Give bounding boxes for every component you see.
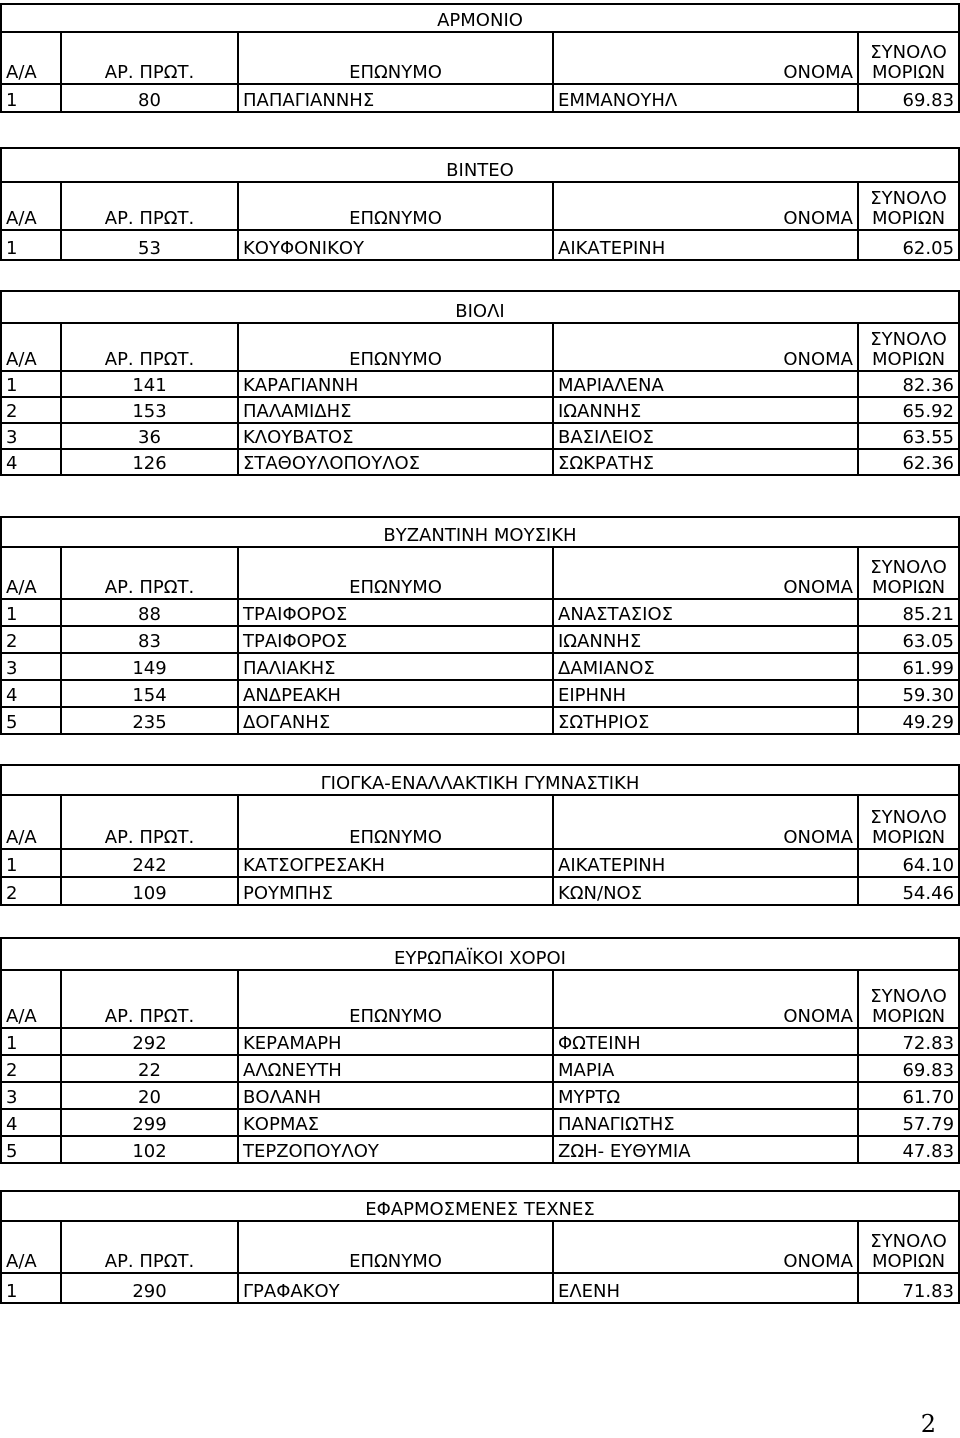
row-surname: ΤΡΑΙΦΟΡΟΣ [238, 599, 553, 626]
column-header-protocol: ΑΡ. ΠΡΩΤ. [61, 32, 238, 84]
table-header-row [1, 795, 959, 849]
result-section-3 [0, 290, 960, 476]
row-total-points: 49.29 [858, 707, 959, 734]
row-total-points: 69.83 [858, 84, 959, 112]
table-row [1, 423, 959, 449]
row-name: ΕΜΜΑΝΟΥΗΛ [553, 84, 858, 112]
row-protocol-number: 80 [61, 84, 238, 112]
row-total-points: 61.70 [858, 1082, 959, 1109]
row-name: ΣΩΤΗΡΙΟΣ [553, 707, 858, 734]
row-index: 4 [1, 449, 61, 475]
column-header-name: ΟΝΟΜΑ [553, 970, 858, 1028]
row-surname: ΤΡΑΙΦΟΡΟΣ [238, 626, 553, 653]
row-index: 3 [1, 423, 61, 449]
row-surname: ΚΑΤΣΟΓΡΕΣΑΚΗ [238, 849, 553, 877]
row-surname: ΣΤΑΘΟΥΛΟΠΟΥΛΟΣ [238, 449, 553, 475]
row-surname: ΡΟΥΜΠΗΣ [238, 877, 553, 905]
table-title-row [1, 148, 959, 182]
row-total-points: 69.83 [858, 1055, 959, 1082]
table-row [1, 449, 959, 475]
row-protocol-number: 153 [61, 397, 238, 423]
column-header-aa: Α/Α [1, 182, 61, 230]
column-header-aa: Α/Α [1, 323, 61, 371]
row-surname: ΚΟΥΦΟΝΙΚΟΥ [238, 230, 553, 260]
row-surname: ΔΟΓΑΝΗΣ [238, 707, 553, 734]
table-row [1, 653, 959, 680]
row-surname: ΠΑΛΙΑΚΗΣ [238, 653, 553, 680]
column-header-total-line2: ΜΟΡΙΩΝ [871, 577, 946, 598]
row-total-points: 82.36 [858, 371, 959, 397]
table-row [1, 84, 959, 112]
row-surname: ΤΕΡΖΟΠΟΥΛΟΥ [238, 1136, 553, 1163]
row-protocol-number: 292 [61, 1028, 238, 1055]
row-protocol-number: 126 [61, 449, 238, 475]
row-index: 4 [1, 680, 61, 707]
row-surname: ΒΟΛΑΝΗ [238, 1082, 553, 1109]
table-row [1, 1028, 959, 1055]
column-header-aa: Α/Α [1, 32, 61, 84]
row-name: ΑΝΑΣΤΑΣΙΟΣ [553, 599, 858, 626]
row-name: ΕΛΕΝΗ [553, 1273, 858, 1303]
row-protocol-number: 102 [61, 1136, 238, 1163]
column-header-total-points [858, 547, 959, 599]
row-surname: ΠΑΛΑΜΙΔΗΣ [238, 397, 553, 423]
table-title-row [1, 291, 959, 323]
row-total-points: 63.05 [858, 626, 959, 653]
column-header-total-points [858, 323, 959, 371]
table-header-row [1, 970, 959, 1028]
row-index: 2 [1, 1055, 61, 1082]
table-row [1, 849, 959, 877]
table-header-row [1, 323, 959, 371]
row-total-points: 63.55 [858, 423, 959, 449]
column-header-surname: ΕΠΩΝΥΜΟ [238, 1221, 553, 1273]
section-title: ΒΙΟΛΙ [1, 291, 959, 323]
results-table [0, 937, 960, 1164]
column-header-protocol: ΑΡ. ΠΡΩΤ. [61, 323, 238, 371]
result-section-4 [0, 516, 960, 735]
row-surname: ΑΝΔΡΕΑΚΗ [238, 680, 553, 707]
column-header-protocol: ΑΡ. ΠΡΩΤ. [61, 547, 238, 599]
column-header-total-line2: ΜΟΡΙΩΝ [871, 1006, 946, 1027]
row-index: 1 [1, 230, 61, 260]
results-table [0, 1190, 960, 1304]
table-header-row [1, 547, 959, 599]
column-header-protocol: ΑΡ. ΠΡΩΤ. [61, 182, 238, 230]
row-surname: ΚΕΡΑΜΑΡΗ [238, 1028, 553, 1055]
row-total-points: 57.79 [858, 1109, 959, 1136]
column-header-surname: ΕΠΩΝΥΜΟ [238, 32, 553, 84]
row-index: 3 [1, 1082, 61, 1109]
row-protocol-number: 149 [61, 653, 238, 680]
column-header-aa: Α/Α [1, 547, 61, 599]
table-title-row [1, 1191, 959, 1221]
row-protocol-number: 109 [61, 877, 238, 905]
row-total-points: 59.30 [858, 680, 959, 707]
row-name: ΔΑΜΙΑΝΟΣ [553, 653, 858, 680]
results-table [0, 147, 960, 261]
column-header-total-line2: ΜΟΡΙΩΝ [871, 349, 946, 370]
row-index: 1 [1, 371, 61, 397]
row-name: ΜΥΡΤΩ [553, 1082, 858, 1109]
column-header-total-line1: ΣΥΝΟΛΟ [870, 42, 947, 63]
column-header-total-points [858, 182, 959, 230]
table-row [1, 1136, 959, 1163]
column-header-total-points [858, 1221, 959, 1273]
row-name: ΑΙΚΑΤΕΡΙΝΗ [553, 230, 858, 260]
row-surname: ΠΑΠΑΓΙΑΝΝΗΣ [238, 84, 553, 112]
row-total-points: 47.83 [858, 1136, 959, 1163]
column-header-name: ΟΝΟΜΑ [553, 323, 858, 371]
column-header-total-points [858, 795, 959, 849]
row-index: 5 [1, 707, 61, 734]
column-header-total-line2: ΜΟΡΙΩΝ [871, 827, 946, 848]
column-header-total-line1: ΣΥΝΟΛΟ [870, 329, 947, 350]
section-title: ΓΙΟΓΚΑ-ΕΝΑΛΛΑΚΤΙΚΗ ΓΥΜΝΑΣΤΙΚΗ [1, 765, 959, 795]
table-row [1, 707, 959, 734]
column-header-protocol: ΑΡ. ΠΡΩΤ. [61, 1221, 238, 1273]
row-total-points: 85.21 [858, 599, 959, 626]
row-index: 5 [1, 1136, 61, 1163]
table-row [1, 877, 959, 905]
column-header-name: ΟΝΟΜΑ [553, 32, 858, 84]
row-total-points: 65.92 [858, 397, 959, 423]
row-name: ΜΑΡΙΑΛΕΝΑ [553, 371, 858, 397]
section-title: ΑΡΜΟΝΙΟ [1, 4, 959, 32]
row-index: 1 [1, 849, 61, 877]
result-section-1 [0, 3, 960, 113]
table-row [1, 626, 959, 653]
table-row [1, 680, 959, 707]
row-surname: ΑΛΩΝΕΥΤΗ [238, 1055, 553, 1082]
result-section-5 [0, 764, 960, 906]
row-index: 1 [1, 84, 61, 112]
row-index: 2 [1, 397, 61, 423]
row-total-points: 54.46 [858, 877, 959, 905]
row-index: 2 [1, 877, 61, 905]
column-header-total-line1: ΣΥΝΟΛΟ [870, 986, 947, 1007]
row-name: ΒΑΣΙΛΕΙΟΣ [553, 423, 858, 449]
page-number: 2 [920, 1410, 936, 1438]
table-title-row [1, 938, 959, 970]
row-name: ΑΙΚΑΤΕΡΙΝΗ [553, 849, 858, 877]
section-title: ΒΙΝΤΕΟ [1, 148, 959, 182]
table-row [1, 1109, 959, 1136]
column-header-surname: ΕΠΩΝΥΜΟ [238, 970, 553, 1028]
row-protocol-number: 299 [61, 1109, 238, 1136]
row-name: ΠΑΝΑΓΙΩΤΗΣ [553, 1109, 858, 1136]
row-name: ΚΩΝ/ΝΟΣ [553, 877, 858, 905]
row-name: ΕΙΡΗΝΗ [553, 680, 858, 707]
row-surname: ΓΡΑΦΑΚΟΥ [238, 1273, 553, 1303]
column-header-name: ΟΝΟΜΑ [553, 795, 858, 849]
row-name: ΙΩΑΝΝΗΣ [553, 626, 858, 653]
table-title-row [1, 765, 959, 795]
table-row [1, 1082, 959, 1109]
column-header-total-line2: ΜΟΡΙΩΝ [871, 62, 946, 83]
row-index: 1 [1, 1028, 61, 1055]
row-index: 1 [1, 1273, 61, 1303]
table-row [1, 599, 959, 626]
result-section-6 [0, 937, 960, 1164]
column-header-surname: ΕΠΩΝΥΜΟ [238, 547, 553, 599]
row-index: 2 [1, 626, 61, 653]
table-title-row [1, 4, 959, 32]
column-header-total-line2: ΜΟΡΙΩΝ [871, 1251, 946, 1272]
row-protocol-number: 22 [61, 1055, 238, 1082]
table-row [1, 1055, 959, 1082]
row-protocol-number: 53 [61, 230, 238, 260]
row-protocol-number: 290 [61, 1273, 238, 1303]
row-protocol-number: 83 [61, 626, 238, 653]
row-total-points: 62.05 [858, 230, 959, 260]
table-title-row [1, 517, 959, 547]
row-protocol-number: 235 [61, 707, 238, 734]
column-header-aa: Α/Α [1, 970, 61, 1028]
row-surname: ΚΟΡΜΑΣ [238, 1109, 553, 1136]
column-header-protocol: ΑΡ. ΠΡΩΤ. [61, 970, 238, 1028]
row-name: ΙΩΑΝΝΗΣ [553, 397, 858, 423]
row-name: ΜΑΡΙΑ [553, 1055, 858, 1082]
column-header-name: ΟΝΟΜΑ [553, 182, 858, 230]
row-protocol-number: 88 [61, 599, 238, 626]
table-row [1, 230, 959, 260]
result-section-7 [0, 1190, 960, 1304]
row-surname: ΚΛΟΥΒΑΤΟΣ [238, 423, 553, 449]
results-table [0, 764, 960, 906]
row-protocol-number: 141 [61, 371, 238, 397]
table-header-row [1, 182, 959, 230]
results-table [0, 516, 960, 735]
row-protocol-number: 242 [61, 849, 238, 877]
results-table [0, 290, 960, 476]
row-surname: ΚΑΡΑΓΙΑΝΝΗ [238, 371, 553, 397]
row-name: ΖΩΗ- ΕΥΘΥΜΙΑ [553, 1136, 858, 1163]
row-protocol-number: 20 [61, 1082, 238, 1109]
row-index: 4 [1, 1109, 61, 1136]
column-header-surname: ΕΠΩΝΥΜΟ [238, 795, 553, 849]
results-table [0, 3, 960, 113]
column-header-protocol: ΑΡ. ΠΡΩΤ. [61, 795, 238, 849]
column-header-name: ΟΝΟΜΑ [553, 547, 858, 599]
column-header-total-line1: ΣΥΝΟΛΟ [870, 807, 947, 828]
section-title: ΕΥΡΩΠΑΪΚΟΙ ΧΟΡΟΙ [1, 938, 959, 970]
row-total-points: 71.83 [858, 1273, 959, 1303]
column-header-surname: ΕΠΩΝΥΜΟ [238, 182, 553, 230]
row-total-points: 72.83 [858, 1028, 959, 1055]
table-row [1, 397, 959, 423]
row-total-points: 62.36 [858, 449, 959, 475]
row-total-points: 64.10 [858, 849, 959, 877]
table-row [1, 371, 959, 397]
row-protocol-number: 154 [61, 680, 238, 707]
row-name: ΦΩΤΕΙΝΗ [553, 1028, 858, 1055]
column-header-total-points [858, 32, 959, 84]
column-header-total-line2: ΜΟΡΙΩΝ [871, 208, 946, 229]
row-protocol-number: 36 [61, 423, 238, 449]
column-header-total-line1: ΣΥΝΟΛΟ [870, 557, 947, 578]
table-header-row [1, 32, 959, 84]
row-total-points: 61.99 [858, 653, 959, 680]
column-header-total-line1: ΣΥΝΟΛΟ [870, 188, 947, 209]
column-header-name: ΟΝΟΜΑ [553, 1221, 858, 1273]
column-header-total-line1: ΣΥΝΟΛΟ [870, 1231, 947, 1252]
section-title: ΕΦΑΡΜΟΣΜΕΝΕΣ ΤΕΧΝΕΣ [1, 1191, 959, 1221]
row-name: ΣΩΚΡΑΤΗΣ [553, 449, 858, 475]
row-index: 1 [1, 599, 61, 626]
column-header-surname: ΕΠΩΝΥΜΟ [238, 323, 553, 371]
table-header-row [1, 1221, 959, 1273]
column-header-aa: Α/Α [1, 795, 61, 849]
section-title: ΒΥΖΑΝΤΙΝΗ ΜΟΥΣΙΚΗ [1, 517, 959, 547]
column-header-aa: Α/Α [1, 1221, 61, 1273]
result-section-2 [0, 147, 960, 261]
table-row [1, 1273, 959, 1303]
column-header-total-points [858, 970, 959, 1028]
row-index: 3 [1, 653, 61, 680]
